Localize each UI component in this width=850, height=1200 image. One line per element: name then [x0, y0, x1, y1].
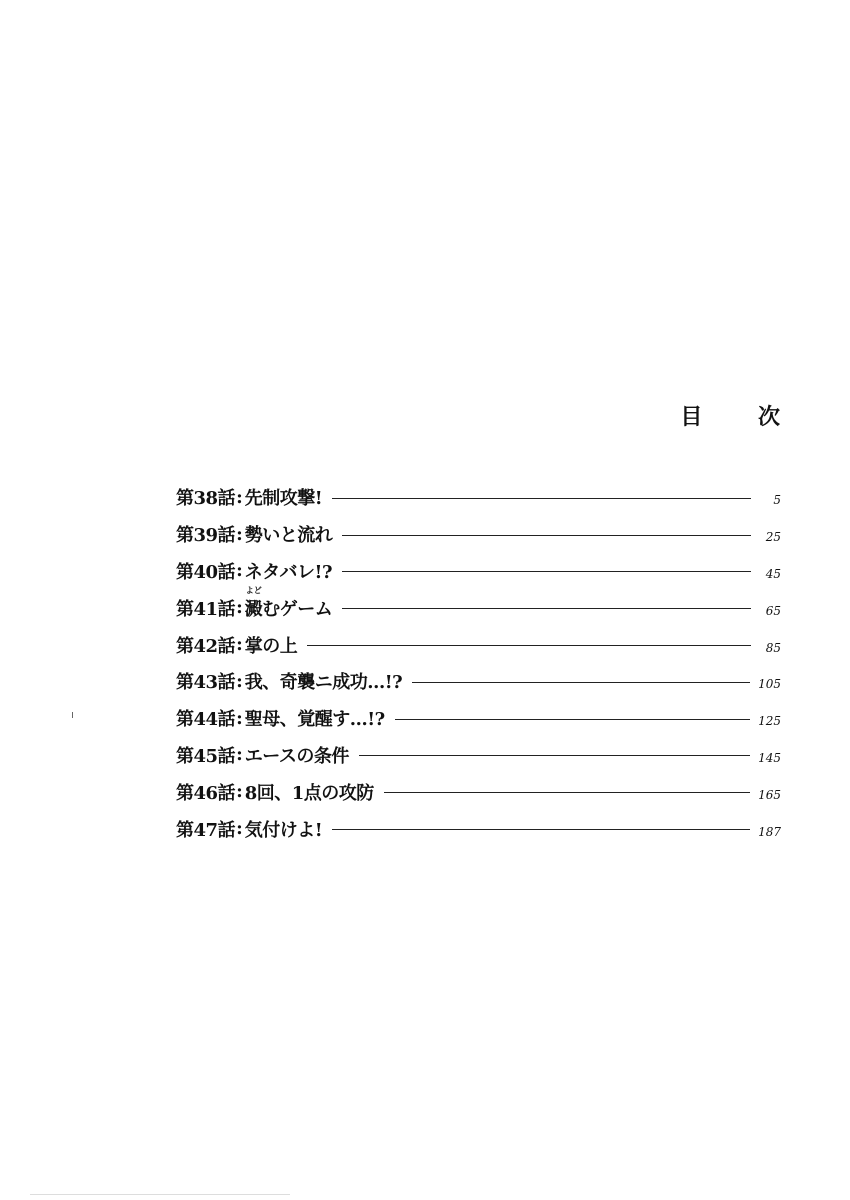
chapter-number: 第41話 — [176, 598, 236, 620]
separator: : — [236, 670, 243, 692]
chapter-title: 8回、1点の攻防 — [244, 782, 374, 804]
toc-entry[interactable] — [176, 553, 781, 590]
chapter-title: エースの条件 — [244, 745, 349, 767]
toc-entry[interactable] — [176, 700, 781, 737]
leader-line — [342, 571, 751, 572]
page-number: 85 — [765, 640, 781, 655]
chapter-title: 先制攻撃! — [244, 488, 323, 510]
chapter-number: 第43話 — [176, 672, 236, 694]
chapter-title: 掌の上 — [244, 635, 298, 657]
chapter-number: 第42話 — [176, 635, 236, 657]
toc-heading: 目 次 — [680, 404, 804, 430]
toc-list — [176, 479, 781, 847]
separator: : — [236, 486, 243, 508]
toc-entry[interactable] — [176, 626, 781, 663]
chapter-title: ネタバレ!? — [244, 561, 332, 583]
chapter-title: 澱むゲーム — [244, 598, 333, 620]
chapter-title: 勢いと流れ — [244, 525, 333, 547]
separator: : — [236, 781, 243, 803]
toc-entry[interactable] — [176, 479, 781, 516]
page-number: 165 — [758, 787, 781, 802]
chapter-number: 第40話 — [176, 561, 236, 583]
ruby-reading: よど — [245, 584, 262, 595]
chapter-number: 第38話 — [176, 488, 236, 510]
scan-edge-shadow — [30, 1194, 290, 1199]
chapter-number: 第47話 — [176, 819, 236, 841]
toc-entry[interactable] — [176, 737, 781, 774]
page-number: 125 — [758, 714, 781, 729]
toc-entry[interactable] — [176, 810, 781, 847]
separator: : — [236, 597, 243, 619]
chapter-number: 第44話 — [176, 709, 236, 731]
leader-line — [395, 719, 750, 720]
separator: : — [236, 523, 243, 545]
leader-line — [342, 535, 751, 536]
chapter-title-with-ruby — [244, 584, 333, 621]
separator: : — [236, 707, 243, 729]
page-number: 105 — [758, 677, 781, 692]
page-number: 25 — [765, 530, 781, 545]
chapter-number: 第46話 — [176, 782, 236, 804]
toc-entry[interactable] — [176, 773, 781, 810]
leader-line — [307, 645, 751, 646]
chapter-title: 聖母、覚醒す…!? — [244, 709, 385, 731]
separator: : — [236, 560, 243, 582]
page-number: 45 — [765, 566, 781, 581]
toc-entry[interactable] — [176, 516, 781, 553]
chapter-number: 第45話 — [176, 745, 236, 767]
separator: : — [236, 818, 243, 840]
page-number: 187 — [758, 824, 781, 839]
leader-line — [342, 608, 751, 609]
toc-entry[interactable] — [176, 663, 781, 700]
page-number: 65 — [765, 603, 781, 618]
leader-line — [359, 755, 750, 756]
toc-entry[interactable] — [176, 584, 781, 626]
leader-line — [412, 682, 750, 683]
separator: : — [236, 744, 243, 766]
leader-line — [332, 498, 751, 499]
leader-line — [384, 792, 750, 793]
paper-speck — [72, 712, 73, 718]
separator: : — [236, 634, 243, 656]
page-number: 5 — [773, 493, 781, 508]
chapter-title: 気付けよ! — [244, 819, 323, 841]
page-number: 145 — [758, 750, 781, 765]
chapter-title: 我、奇襲ニ成功…!? — [244, 672, 403, 694]
chapter-number: 第39話 — [176, 525, 236, 547]
leader-line — [332, 829, 750, 830]
